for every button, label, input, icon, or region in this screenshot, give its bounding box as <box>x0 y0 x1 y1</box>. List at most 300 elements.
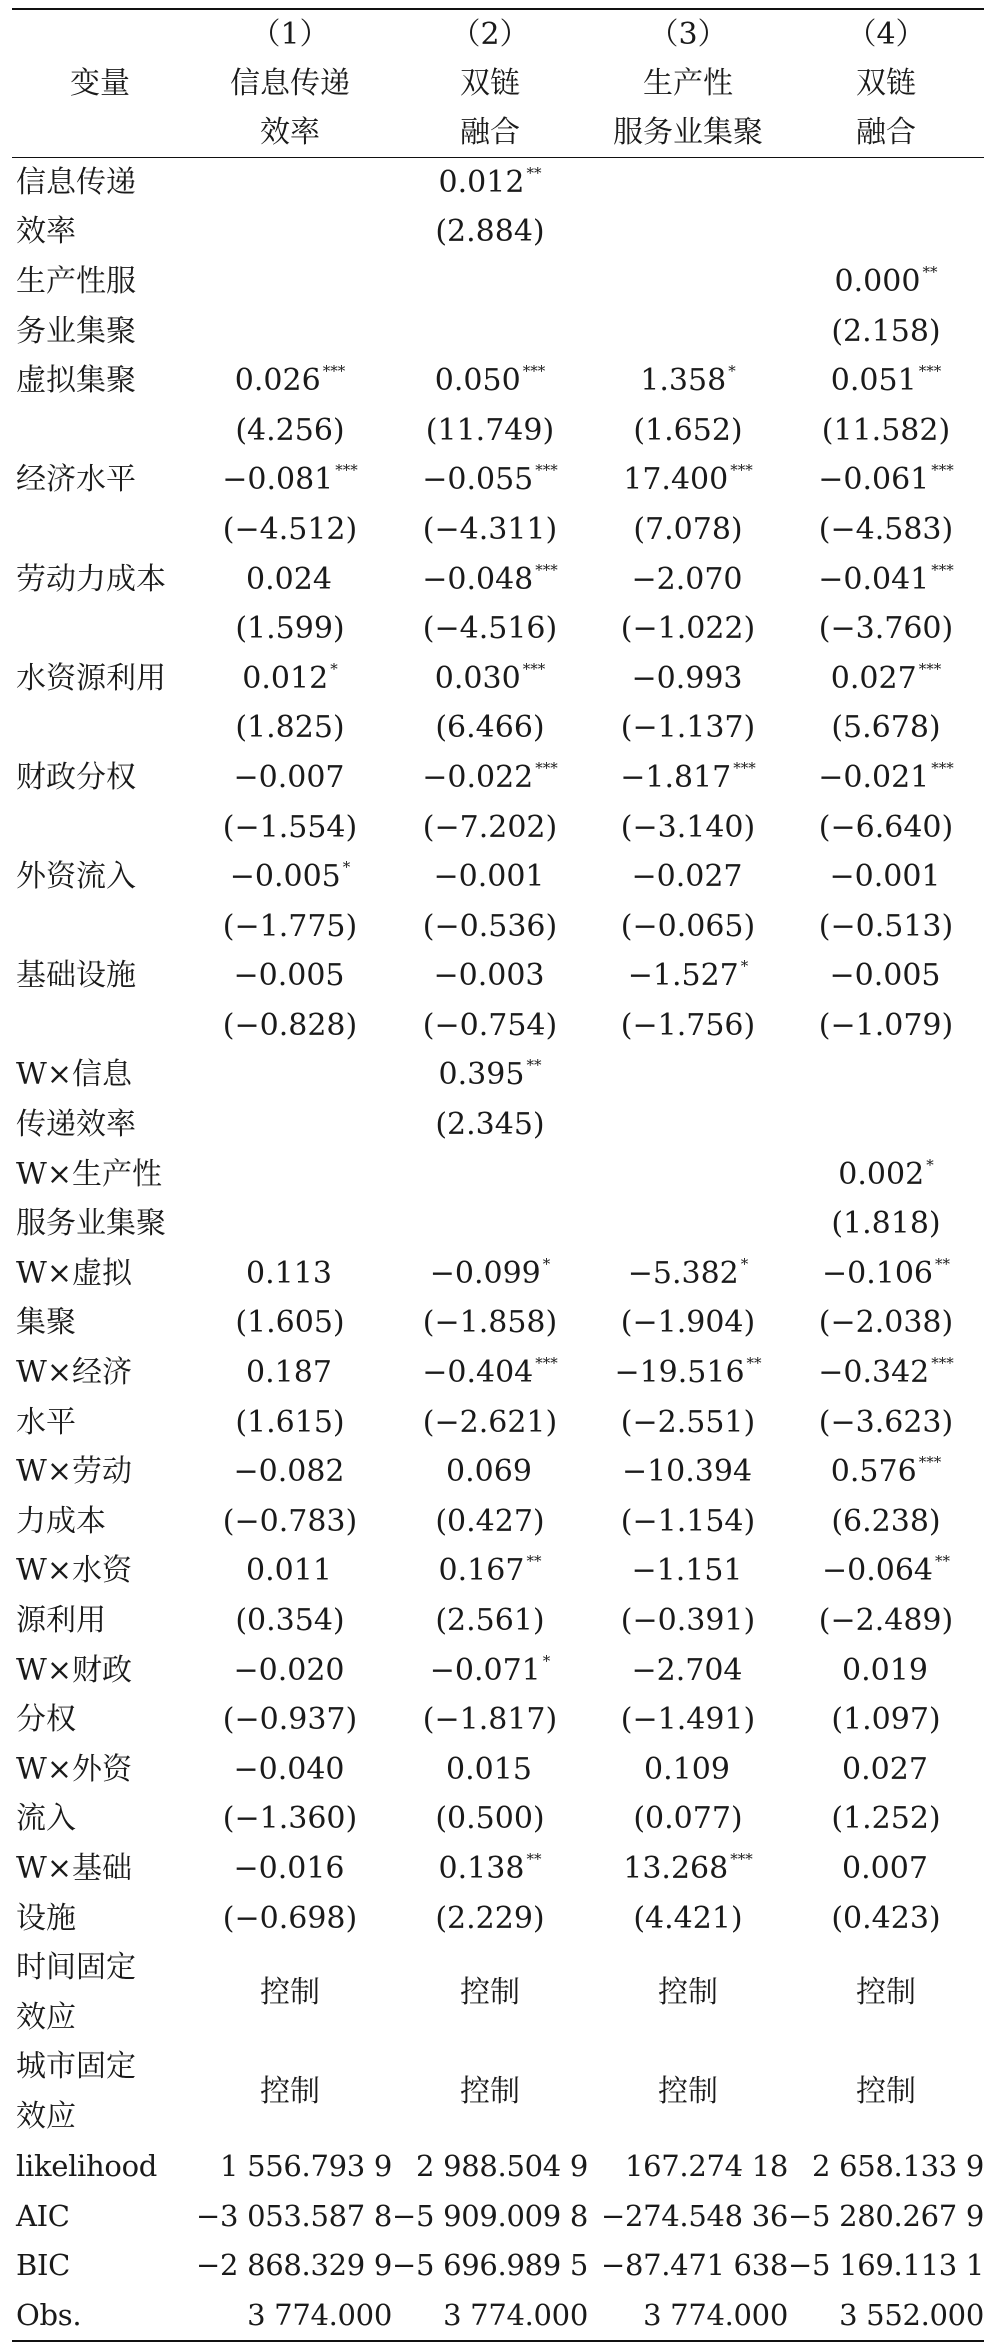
statistic-value: 3 774.000 <box>643 2297 788 2332</box>
variable-column-header: 变量 <box>70 65 130 101</box>
t-statistic: (−1.775) <box>222 908 358 944</box>
variable-label-cont: 务业集聚 <box>16 313 136 349</box>
coefficient-value: 0.027 <box>842 1751 928 1787</box>
coefficient-value: 0.000 <box>834 263 921 299</box>
coefficient-value: 0.011 <box>246 1553 332 1589</box>
variable-label: W×水资 <box>16 1553 132 1589</box>
significance-stars: *** <box>322 362 346 381</box>
statistic-value: −87.471 638 <box>600 2248 788 2283</box>
t-statistic: (−0.513) <box>818 908 954 944</box>
variable-label: W×虚拟 <box>16 1255 132 1291</box>
t-statistic: (−4.512) <box>222 511 358 547</box>
column-number-4: （4） <box>846 16 926 52</box>
t-statistic: (1.599) <box>235 611 345 647</box>
variable-label: 劳动力成本 <box>16 561 166 597</box>
statistic-value: −3 053.587 8 <box>196 2198 392 2233</box>
significance-stars: *** <box>522 362 546 381</box>
variable-label: W×财政 <box>16 1652 132 1688</box>
column-title-1-line2: 效率 <box>260 114 320 150</box>
coefficient-value: −0.082 <box>233 1454 345 1490</box>
coefficient-value: −5.382 <box>627 1255 739 1291</box>
coefficient-value: −1.527 <box>627 958 739 994</box>
t-statistic: (1.615) <box>235 1404 345 1440</box>
coefficient-cell <box>788 1051 984 1101</box>
significance-stars: *** <box>931 758 954 777</box>
t-statistic: (0.427) <box>435 1503 545 1539</box>
coefficient-cell <box>588 1249 788 1299</box>
table-row-tstat <box>12 1497 984 1547</box>
t-statistic: (1.605) <box>235 1305 345 1341</box>
column-title-4-line2: 融合 <box>856 114 916 150</box>
coefficient-cell <box>188 555 392 605</box>
coefficient-value: 0.576 <box>830 1454 917 1490</box>
statistic-value: −5 909.009 8 <box>392 2198 588 2233</box>
coefficient-cell <box>588 356 788 406</box>
column-number-2: （2） <box>450 16 530 52</box>
t-statistic: (−3.623) <box>818 1404 954 1440</box>
t-statistic: (−2.551) <box>620 1404 756 1440</box>
significance-stars: *** <box>535 1354 558 1373</box>
significance-stars: *** <box>335 461 358 480</box>
coefficient-cell <box>392 952 588 1002</box>
table-row <box>12 158 984 208</box>
coefficient-cell <box>392 654 588 704</box>
coefficient-cell <box>588 257 788 307</box>
coefficient-value: −0.041 <box>818 561 930 597</box>
significance-stars: * <box>542 1254 551 1273</box>
table-row <box>12 1646 984 1696</box>
t-statistic: (4.421) <box>633 1900 743 1936</box>
t-statistic <box>588 208 788 258</box>
table-row-tstat <box>12 208 984 258</box>
variable-label: W×信息 <box>16 1057 132 1093</box>
table-row <box>12 257 984 307</box>
significance-stars: ** <box>526 163 542 182</box>
coefficient-cell <box>392 257 588 307</box>
coefficient-cell <box>788 257 984 307</box>
coefficient-value: −0.005 <box>229 859 341 895</box>
variable-label: 信息传递 <box>16 164 136 200</box>
control-value: 控制 <box>856 1974 916 2010</box>
coefficient-cell <box>788 1745 984 1795</box>
coefficient-cell <box>588 1348 788 1398</box>
coefficient-value: −0.022 <box>422 759 534 795</box>
coefficient-value: 17.400 <box>623 462 729 498</box>
coefficient-cell <box>392 1348 588 1398</box>
control-label-cont: 效应 <box>16 2098 76 2134</box>
variable-label-cont: 源利用 <box>16 1603 106 1639</box>
significance-stars: ** <box>526 1056 542 1075</box>
coefficient-value: 0.002 <box>838 1156 925 1192</box>
coefficient-value: 0.019 <box>842 1652 928 1688</box>
column-number-1: （1） <box>250 16 330 52</box>
column-title-2-line2: 融合 <box>460 114 520 150</box>
variable-label: W×经济 <box>16 1355 132 1391</box>
t-statistic <box>788 1100 984 1150</box>
statistic-row <box>12 2291 984 2342</box>
significance-stars: * <box>330 659 338 678</box>
table-row-tstat <box>12 1398 984 1448</box>
coefficient-cell <box>788 1844 984 1894</box>
coefficient-value: −0.404 <box>422 1355 534 1391</box>
t-statistic: (−0.391) <box>620 1603 756 1639</box>
coefficient-cell <box>588 1447 788 1497</box>
coefficient-cell <box>588 1547 788 1597</box>
coefficient-value: 0.027 <box>830 660 917 696</box>
variable-label: W×基础 <box>16 1850 132 1886</box>
coefficient-value: 0.026 <box>234 363 321 399</box>
t-statistic: (11.582) <box>821 412 951 448</box>
t-statistic: (1.825) <box>235 710 345 746</box>
coefficient-cell <box>392 158 588 208</box>
t-statistic: (1.252) <box>831 1801 941 1837</box>
statistic-value: 167.274 18 <box>624 2149 788 2184</box>
coefficient-value: −0.055 <box>422 462 534 498</box>
t-statistic: (−1.079) <box>818 1007 954 1043</box>
column-title-1-line1: 信息传递 <box>230 65 350 101</box>
t-statistic: (−3.760) <box>818 611 954 647</box>
significance-stars: * <box>728 362 736 381</box>
statistic-value: 3 552.000 <box>839 2297 984 2332</box>
control-value: 控制 <box>460 2074 520 2110</box>
t-statistic: (−2.038) <box>818 1305 954 1341</box>
coefficient-value: −0.005 <box>829 958 941 994</box>
variable-label: W×生产性 <box>16 1156 162 1192</box>
significance-stars: *** <box>931 1354 954 1373</box>
coefficient-cell <box>788 555 984 605</box>
coefficient-value: 0.051 <box>830 363 917 399</box>
significance-stars: *** <box>730 1849 753 1868</box>
table-row <box>12 1447 984 1497</box>
t-statistic: (−1.154) <box>620 1503 756 1539</box>
t-statistic: (−0.698) <box>222 1900 358 1936</box>
coefficient-cell <box>788 1150 984 1200</box>
coefficient-value: −0.021 <box>818 759 930 795</box>
statistic-value: 3 774.000 <box>247 2297 392 2332</box>
coefficient-cell <box>392 1249 588 1299</box>
significance-stars: *** <box>535 758 558 777</box>
coefficient-value: −0.040 <box>233 1751 345 1787</box>
t-statistic: (11.749) <box>425 412 555 448</box>
statistic-value: 1 556.793 9 <box>220 2149 392 2184</box>
statistic-label: AIC <box>16 2198 70 2233</box>
coefficient-value: 0.109 <box>644 1751 730 1787</box>
coefficient-value: −0.027 <box>631 859 743 895</box>
coefficient-cell <box>392 1547 588 1597</box>
significance-stars: ** <box>746 1354 762 1373</box>
variable-label: W×外资 <box>16 1751 132 1787</box>
t-statistic <box>188 1199 392 1249</box>
variable-label-cont: 传递效率 <box>16 1107 136 1143</box>
significance-stars: * <box>926 1155 934 1174</box>
table-row-tstat <box>12 704 984 754</box>
coefficient-cell <box>588 555 788 605</box>
coefficient-cell <box>588 654 788 704</box>
coefficient-value: 0.187 <box>246 1355 332 1391</box>
coefficient-cell <box>188 1547 392 1597</box>
significance-stars: *** <box>931 560 954 579</box>
coefficient-cell <box>188 456 392 506</box>
significance-stars: ** <box>526 1849 542 1868</box>
statistic-row <box>12 2241 984 2291</box>
control-label-cont: 效应 <box>16 1999 76 2035</box>
coefficient-cell <box>588 753 788 803</box>
t-statistic: (−4.516) <box>422 611 558 647</box>
t-statistic: (7.078) <box>633 511 743 547</box>
t-statistic: (5.678) <box>831 710 941 746</box>
statistic-value: 2 988.504 9 <box>416 2149 588 2184</box>
variable-label-cont: 水平 <box>16 1404 76 1440</box>
control-label: 城市固定 <box>16 2049 136 2085</box>
t-statistic <box>588 1100 788 1150</box>
t-statistic: (−1.904) <box>620 1305 756 1341</box>
coefficient-cell <box>188 1447 392 1497</box>
column-title-3-line2: 服务业集聚 <box>613 114 763 150</box>
t-statistic: (−1.137) <box>620 710 756 746</box>
table-row-tstat <box>12 505 984 555</box>
control-value: 控制 <box>658 1974 718 2010</box>
coefficient-cell <box>788 456 984 506</box>
table-row <box>12 456 984 506</box>
significance-stars: ** <box>935 1254 951 1273</box>
coefficient-value: −10.394 <box>621 1454 753 1490</box>
significance-stars: *** <box>535 560 558 579</box>
table-row <box>12 1348 984 1398</box>
t-statistic: (2.229) <box>435 1900 545 1936</box>
t-statistic: (0.077) <box>633 1801 743 1837</box>
variable-label: 生产性服 <box>16 263 136 299</box>
coefficient-value: 0.167 <box>438 1553 525 1589</box>
coefficient-cell <box>188 1249 392 1299</box>
t-statistic: (−1.756) <box>620 1007 756 1043</box>
t-statistic: (−0.828) <box>222 1007 358 1043</box>
variable-label: 虚拟集聚 <box>16 363 136 399</box>
coefficient-value: 0.138 <box>438 1850 525 1886</box>
table-body <box>12 158 984 2342</box>
coefficient-cell <box>188 852 392 902</box>
statistic-value: −274.548 36 <box>600 2198 788 2233</box>
coefficient-cell <box>392 356 588 406</box>
statistic-value: −2 868.329 9 <box>196 2248 392 2283</box>
coefficient-value: −0.001 <box>829 859 941 895</box>
coefficient-cell <box>392 1745 588 1795</box>
table-row <box>12 852 984 902</box>
table-row <box>12 555 984 605</box>
significance-stars: ** <box>526 1552 542 1571</box>
t-statistic: (−0.754) <box>422 1007 558 1043</box>
coefficient-value: 0.024 <box>246 561 332 597</box>
table-row <box>12 1844 984 1894</box>
statistic-value: 3 774.000 <box>443 2297 588 2332</box>
coefficient-cell <box>788 1348 984 1398</box>
coefficient-value: 0.395 <box>438 1057 525 1093</box>
variable-label-cont: 流入 <box>16 1801 76 1837</box>
control-value: 控制 <box>260 1974 320 2010</box>
coefficient-value: −0.020 <box>233 1652 345 1688</box>
t-statistic: (1.097) <box>831 1702 941 1738</box>
coefficient-value: 0.007 <box>842 1850 928 1886</box>
coefficient-cell <box>188 257 392 307</box>
coefficient-cell <box>788 654 984 704</box>
t-statistic <box>392 1199 588 1249</box>
variable-label: W×劳动 <box>16 1454 132 1490</box>
coefficient-cell <box>392 1150 588 1200</box>
variable-label-cont: 集聚 <box>16 1305 76 1341</box>
t-statistic: (−4.583) <box>818 511 954 547</box>
coefficient-cell <box>188 1348 392 1398</box>
table-row <box>12 1051 984 1101</box>
table-row-tstat <box>12 1001 984 1051</box>
t-statistic: (−0.783) <box>222 1503 358 1539</box>
significance-stars: * <box>740 957 749 976</box>
coefficient-cell <box>788 1646 984 1696</box>
coefficient-cell <box>588 158 788 208</box>
coefficient-value: −19.516 <box>614 1355 745 1391</box>
control-value: 控制 <box>460 1974 520 2010</box>
statistic-value: 2 658.133 9 <box>812 2149 984 2184</box>
t-statistic: (−1.491) <box>620 1702 756 1738</box>
coefficient-cell <box>392 753 588 803</box>
t-statistic: (1.652) <box>633 412 743 448</box>
coefficient-value: −0.099 <box>429 1255 541 1291</box>
t-statistic <box>188 208 392 258</box>
coefficient-value: 0.050 <box>434 363 521 399</box>
variable-label-cont <box>12 604 188 654</box>
coefficient-cell <box>588 456 788 506</box>
column-title-2-line1: 双链 <box>460 65 520 101</box>
coefficient-value: −0.007 <box>233 759 345 795</box>
statistic-row <box>12 2191 984 2241</box>
coefficient-value: −1.817 <box>620 759 732 795</box>
table-row <box>12 1150 984 1200</box>
coefficient-cell <box>188 356 392 406</box>
table-row-tstat <box>12 307 984 357</box>
table-row-tstat <box>12 604 984 654</box>
coefficient-value: 0.012 <box>242 660 329 696</box>
coefficient-cell <box>788 1447 984 1497</box>
coefficient-value: 0.030 <box>434 660 521 696</box>
statistic-label: likelihood <box>16 2149 157 2184</box>
coefficient-cell <box>392 1051 588 1101</box>
table-row-tstat <box>12 1199 984 1249</box>
t-statistic: (−1.022) <box>620 611 756 647</box>
coefficient-cell <box>588 1745 788 1795</box>
coefficient-value: −0.005 <box>233 958 345 994</box>
table-row-tstat <box>12 1695 984 1745</box>
statistic-row <box>12 2142 984 2192</box>
t-statistic: (−0.536) <box>422 908 558 944</box>
table-row <box>12 1745 984 1795</box>
control-value: 控制 <box>856 2074 916 2110</box>
coefficient-cell <box>188 1150 392 1200</box>
significance-stars: *** <box>522 659 546 678</box>
coefficient-value: −2.070 <box>631 561 743 597</box>
significance-stars: * <box>542 1651 551 1670</box>
column-title-4-line1: 双链 <box>856 65 916 101</box>
significance-stars: *** <box>733 758 756 777</box>
t-statistic <box>188 307 392 357</box>
variable-label-cont: 设施 <box>16 1900 76 1936</box>
coefficient-cell <box>188 753 392 803</box>
coefficient-value: 0.069 <box>446 1454 532 1490</box>
coefficient-cell <box>788 158 984 208</box>
table-header <box>12 9 984 158</box>
coefficient-cell <box>588 1844 788 1894</box>
coefficient-cell <box>392 1447 588 1497</box>
coefficient-value: −0.048 <box>422 561 534 597</box>
table-row <box>12 654 984 704</box>
t-statistic: (6.238) <box>831 1503 941 1539</box>
t-statistic: (−2.621) <box>422 1404 558 1440</box>
significance-stars: * <box>342 858 351 877</box>
variable-label-cont: 力成本 <box>16 1503 106 1539</box>
coefficient-cell <box>392 852 588 902</box>
variable-label: 水资源利用 <box>16 660 166 696</box>
coefficient-cell <box>392 1844 588 1894</box>
table-row-tstat <box>12 1100 984 1150</box>
variable-label: 外资流入 <box>16 859 136 895</box>
t-statistic <box>788 208 984 258</box>
t-statistic: (−1.858) <box>422 1305 558 1341</box>
significance-stars: * <box>740 1254 749 1273</box>
variable-label-cont: 分权 <box>16 1702 76 1738</box>
coefficient-value: 1.358 <box>640 363 727 399</box>
coefficient-value: 0.113 <box>246 1255 332 1291</box>
coefficient-value: 0.015 <box>446 1751 532 1787</box>
variable-label-cont <box>12 704 188 754</box>
coefficient-cell <box>188 158 392 208</box>
regression-results-table <box>12 8 984 2342</box>
coefficient-cell <box>188 1745 392 1795</box>
coefficient-value: 13.268 <box>623 1850 729 1886</box>
t-statistic: (2.561) <box>435 1603 545 1639</box>
statistic-value: −5 696.989 5 <box>392 2248 588 2283</box>
table-row-tstat <box>12 902 984 952</box>
t-statistic <box>588 307 788 357</box>
coefficient-value: −0.342 <box>818 1355 930 1391</box>
coefficient-value: −0.071 <box>429 1652 541 1688</box>
table-row-tstat <box>12 1299 984 1349</box>
coefficient-cell <box>788 356 984 406</box>
t-statistic: (0.354) <box>235 1603 345 1639</box>
t-statistic: (2.884) <box>435 214 545 250</box>
significance-stars: ** <box>935 1552 951 1571</box>
t-statistic: (4.256) <box>235 412 345 448</box>
variable-label: 财政分权 <box>16 759 136 795</box>
significance-stars: *** <box>918 659 942 678</box>
control-value: 控制 <box>260 2074 320 2110</box>
coefficient-value: −0.016 <box>233 1850 345 1886</box>
t-statistic: (0.500) <box>435 1801 545 1837</box>
variable-label-cont <box>12 505 188 555</box>
table-row <box>12 1547 984 1597</box>
coefficient-cell <box>392 456 588 506</box>
variable-label-cont <box>12 803 188 853</box>
coefficient-value: 0.012 <box>438 164 525 200</box>
significance-stars: *** <box>918 1453 942 1472</box>
coefficient-cell <box>788 952 984 1002</box>
coefficient-value: −0.993 <box>631 660 743 696</box>
t-statistic: (−0.065) <box>620 908 756 944</box>
control-row <box>12 1943 984 1993</box>
significance-stars: ** <box>922 262 938 281</box>
table-row <box>12 356 984 406</box>
coefficient-cell <box>188 1844 392 1894</box>
variable-label: 基础设施 <box>16 958 136 994</box>
t-statistic: (−4.311) <box>422 511 558 547</box>
coefficient-cell <box>392 555 588 605</box>
coefficient-cell <box>392 1646 588 1696</box>
